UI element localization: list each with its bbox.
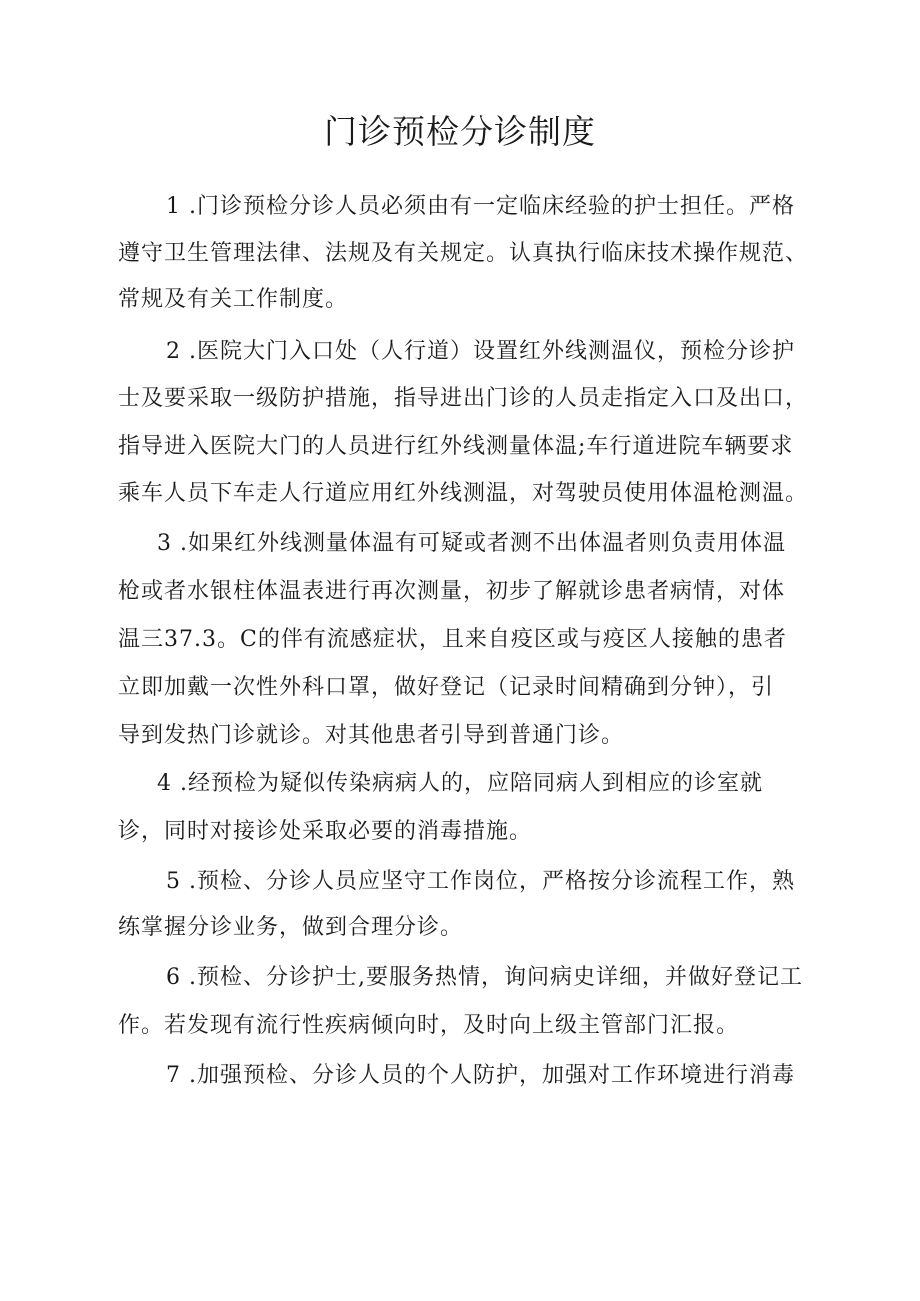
paragraph-line: 温三37.3。C的伴有流感症状，且来自疫区或与疫区人接触的患者: [118, 627, 787, 652]
paragraph-line: 2 .医院大门入口处（人行道）设置红外线测温仪，预检分诊护: [166, 339, 795, 364]
paragraph-line: 诊，同时对接诊处采取必要的消毒措施。: [118, 819, 533, 844]
paragraph-line: 常规及有关工作制度。: [118, 287, 349, 312]
paragraph-line: 6 .预检、分诊护士,要服务热情，询问病史详细，并做好登记工: [166, 965, 803, 990]
paragraph-line: 士及要采取一级防护措施，指导进出门诊的人员走指定入口及出口，: [118, 386, 809, 411]
paragraph-line: 枪或者水银柱体温表进行再次测量，初步了解就诊患者病情，对体: [118, 579, 786, 604]
paragraph-line: 7 .加强预检、分诊人员的个人防护，加强对工作环境进行消毒: [166, 1063, 795, 1088]
paragraph-line: 立即加戴一次性外科口罩，做好登记（记录时间精确到分钟），引: [118, 675, 775, 700]
paragraph-line: 导到发热门诊就诊。对其他患者引导到普通门诊。: [118, 723, 625, 748]
document-title: 门诊预检分诊制度: [324, 112, 596, 151]
paragraph-line: 指导进入医院大门的人员进行红外线测量体温;车行道进院车辆要求: [118, 434, 794, 459]
paragraph-line: 5 .预检、分诊人员应坚守工作岗位，严格按分诊流程工作，熟: [166, 869, 795, 894]
paragraph-line: 3 .如果红外线测量体温有可疑或者测不出体温者则负责用体温: [157, 531, 786, 556]
paragraph-line: 4 .经预检为疑似传染病病人的，应陪同病人到相应的诊室就: [157, 771, 763, 796]
paragraph-line: 作。若发现有流行性疾病倾向时，及时向上级主管部门汇报。: [118, 1013, 740, 1038]
paragraph-line: 1 .门诊预检分诊人员必须由有一定临床经验的护士担任。严格: [166, 194, 795, 219]
paragraph-line: 遵守卫生管理法律、法规及有关规定。认真执行临床技术操作规范、: [118, 241, 809, 266]
paragraph-line: 乘车人员下车走人行道应用红外线测温，对驾驶员使用体温枪测温。: [118, 481, 809, 506]
paragraph-line: 练掌握分诊业务，做到合理分诊。: [118, 915, 464, 940]
